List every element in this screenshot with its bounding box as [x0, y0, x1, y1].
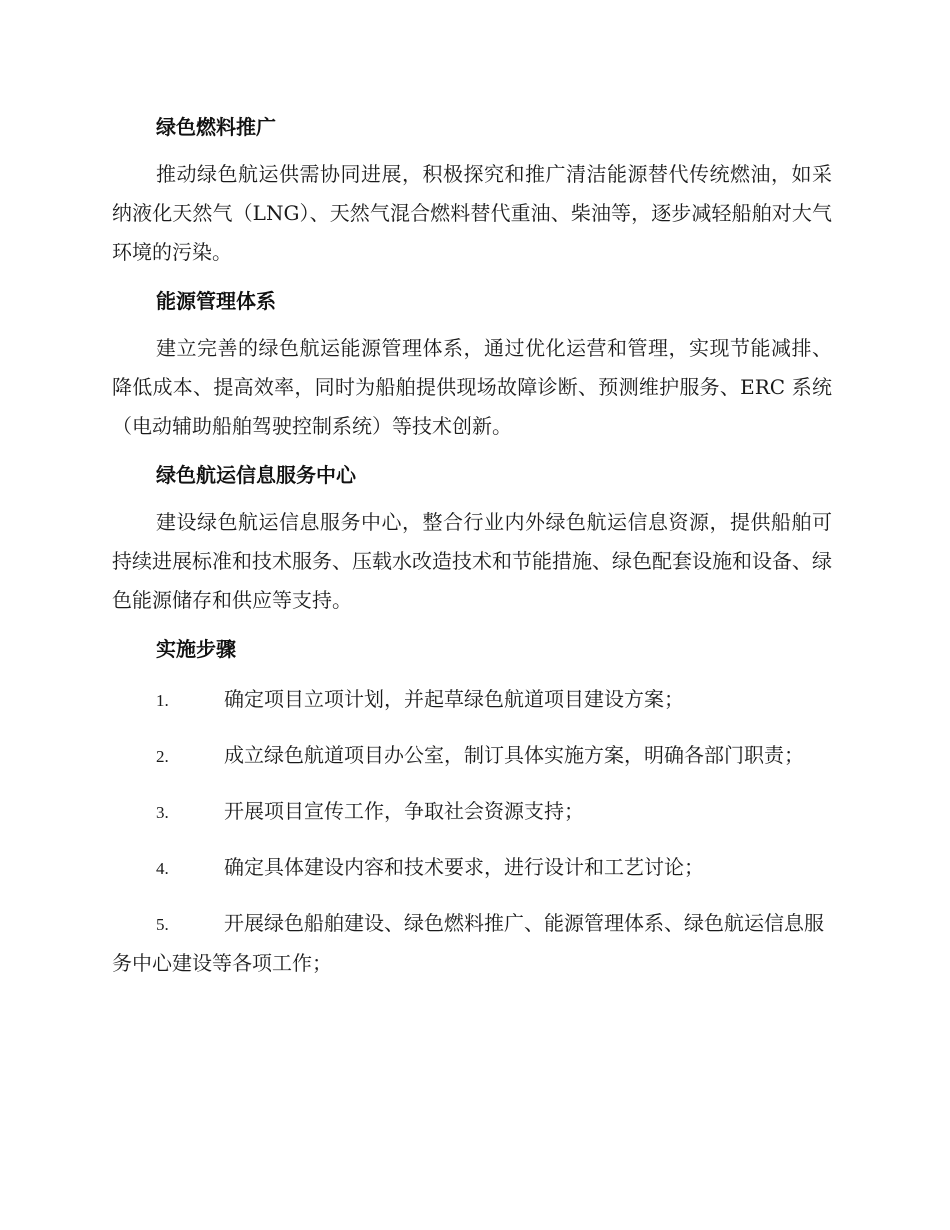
section-energy-management — [112, 286, 832, 446]
steps-list — [112, 680, 832, 983]
section-paragraph: 建设绿色航运信息服务中心，整合行业内外绿色航运信息资源，提供船舶可持续进展标准和技术服务、压载水改造技术和节能措施、绿色配套设施和设备、绿色能源储存和供应等支持。 — [112, 510, 832, 612]
section-paragraph: 建立完善的绿色航运能源管理体系，通过优化运营和管理，实现节能减排、降低成本、提高效率，同时为船舶提供现场故障诊断、预测维护服务、ERC 系统（电动辅助船舶驾驶控制系统）等技术创新。 — [112, 336, 832, 438]
list-item-number: 5. — [156, 915, 169, 934]
list-item-text: 开展项目宣传工作，争取社会资源支持； — [224, 799, 584, 823]
list-item-text: 开展绿色船舶建设、绿色燃料推广、能源管理体系、绿色航运信息服务中心建设等各项工作； — [112, 911, 824, 975]
list-item-number: 4. — [156, 859, 169, 878]
section-green-fuel — [112, 112, 832, 272]
list-item-number: 1. — [156, 691, 169, 710]
list-item — [112, 848, 832, 888]
section-heading: 绿色航运信息服务中心 — [156, 463, 356, 487]
list-item — [112, 792, 832, 832]
list-item — [112, 904, 832, 983]
section-paragraph: 推动绿色航运供需协同进展，积极探究和推广清洁能源替代传统燃油，如采纳液化天然气（LNG）、天然气混合燃料替代重油、柴油等，逐步减轻船舶对大气环境的污染。 — [112, 162, 832, 264]
list-item — [112, 736, 832, 776]
list-item-number: 2. — [156, 747, 169, 766]
list-item — [112, 680, 832, 720]
list-item-text: 确定具体建设内容和技术要求，进行设计和工艺讨论； — [224, 855, 704, 879]
list-item-text: 成立绿色航道项目办公室，制订具体实施方案，明确各部门职责； — [224, 743, 804, 767]
section-heading: 能源管理体系 — [156, 289, 276, 313]
section-heading: 实施步骤 — [156, 637, 236, 661]
list-item-number: 3. — [156, 803, 169, 822]
section-steps — [112, 634, 832, 983]
document-body — [112, 112, 832, 999]
section-heading: 绿色燃料推广 — [156, 115, 276, 139]
section-info-center — [112, 460, 832, 620]
list-item-text: 确定项目立项计划，并起草绿色航道项目建设方案； — [224, 687, 684, 711]
